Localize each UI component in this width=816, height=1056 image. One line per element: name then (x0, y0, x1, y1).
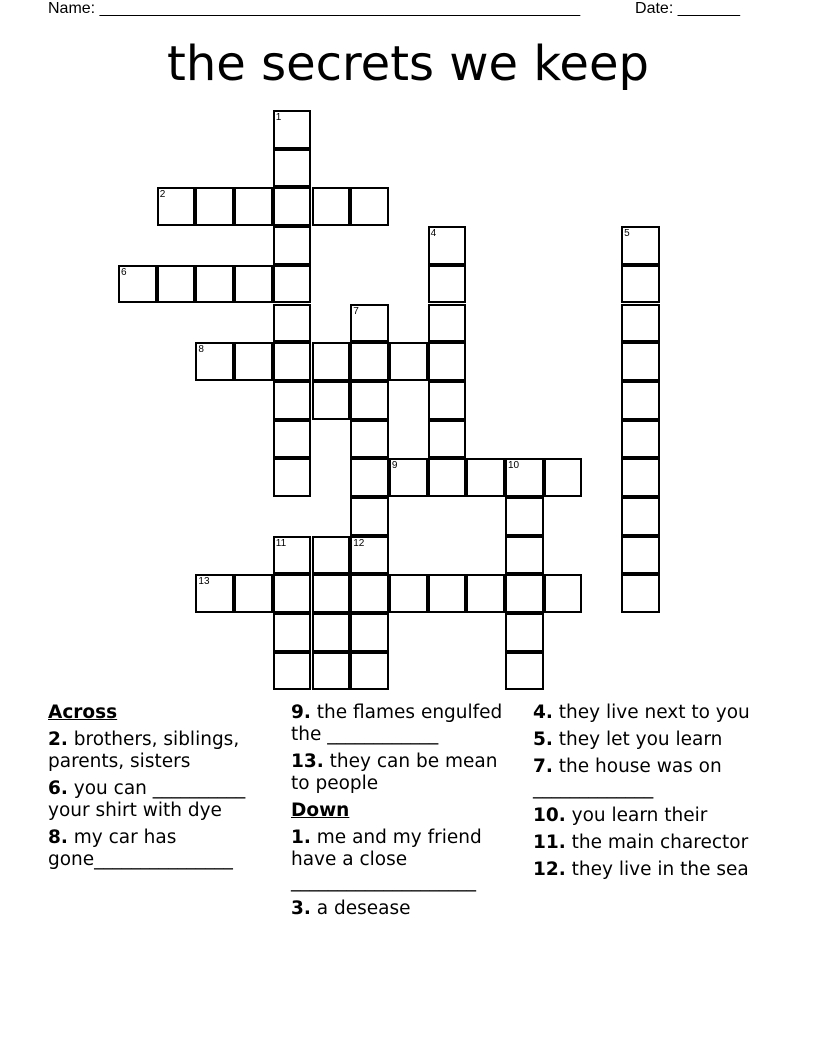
grid-cell[interactable] (350, 342, 389, 381)
clue-number: 5 (624, 228, 630, 240)
clue-across-8: 8. my car has gone_______________ (48, 827, 233, 870)
clue-across-9: 9. the flames engulfed the ____________ (291, 702, 503, 745)
grid-cell[interactable] (195, 187, 234, 226)
grid-cell[interactable] (621, 304, 660, 343)
clue-number: 9 (391, 460, 398, 472)
grid-cell[interactable] (350, 574, 389, 613)
grid-cell[interactable] (312, 381, 351, 420)
grid-cell[interactable] (621, 458, 660, 497)
grid-cell[interactable] (621, 342, 660, 381)
clue-number: 12 (353, 537, 365, 549)
grid-cell[interactable] (621, 497, 660, 536)
grid-cell[interactable] (389, 574, 428, 613)
grid-cell[interactable] (312, 342, 351, 381)
grid-cell[interactable] (389, 458, 428, 497)
grid-cell[interactable] (621, 420, 660, 459)
clue-down-11: 11. the main charector (533, 832, 749, 853)
grid-cell[interactable] (621, 574, 660, 613)
clue-down-7: 7. the house was on _____________ (533, 756, 722, 799)
grid-cell[interactable] (428, 420, 467, 459)
clue-down-4: 4. they live next to you (533, 702, 750, 723)
grid-cell[interactable] (273, 574, 312, 613)
grid-cell[interactable] (312, 536, 351, 575)
grid-cell[interactable] (312, 652, 351, 691)
grid-cell[interactable] (621, 265, 660, 304)
grid-cell[interactable] (350, 381, 389, 420)
grid-cell[interactable] (621, 536, 660, 575)
grid-cell[interactable] (234, 342, 273, 381)
grid-cell[interactable] (428, 265, 467, 304)
clue-across-6: 6. you can __________ your shirt with dye (48, 778, 246, 821)
clue-down-3: 3. a desease (291, 898, 411, 919)
grid-cell[interactable] (195, 574, 234, 613)
clue-down-5: 5. they let you learn (533, 729, 723, 750)
grid-cell[interactable] (273, 304, 312, 343)
grid-cell[interactable] (195, 342, 234, 381)
across-heading: Across (48, 702, 118, 723)
grid-cell[interactable] (234, 574, 273, 613)
clue-number: 6 (121, 266, 127, 278)
grid-cell[interactable] (428, 381, 467, 420)
grid-cell[interactable] (273, 613, 312, 652)
grid-cell[interactable] (312, 187, 351, 226)
down-heading: Down (291, 800, 350, 821)
grid-cell[interactable] (273, 226, 312, 265)
grid-cell[interactable] (505, 497, 544, 536)
grid-cell[interactable] (350, 497, 389, 536)
grid-cell[interactable] (273, 420, 312, 459)
grid-cell[interactable] (428, 342, 467, 381)
clue-down-10: 10. you learn their (533, 805, 708, 826)
grid-cell[interactable] (273, 149, 312, 188)
clue-number: 7 (353, 305, 359, 317)
grid-cell[interactable] (273, 536, 312, 575)
grid-cell[interactable] (428, 458, 467, 497)
grid-cell[interactable] (621, 226, 660, 265)
grid-cell[interactable] (350, 420, 389, 459)
grid-cell[interactable] (195, 265, 234, 304)
grid-cell[interactable] (350, 613, 389, 652)
grid-cell[interactable] (273, 342, 312, 381)
grid-cell[interactable] (157, 187, 196, 226)
clues-column-1 (48, 702, 273, 876)
clue-number: 13 (198, 576, 210, 588)
clue-across-2: 2. brothers, siblings, parents, sisters (48, 729, 240, 772)
grid-cell[interactable] (505, 536, 544, 575)
page-title: the secrets we keep (167, 36, 649, 92)
grid-cell[interactable] (350, 652, 389, 691)
clues-column-3 (533, 702, 763, 886)
grid-cell[interactable] (273, 652, 312, 691)
clue-number: 10 (508, 460, 520, 472)
clues-column-2 (291, 702, 521, 925)
clue-across-13: 13. they can be mean to people (291, 751, 498, 794)
clue-number: 11 (275, 537, 287, 549)
grid-cell[interactable] (428, 574, 467, 613)
grid-cell[interactable] (234, 187, 273, 226)
grid-cell[interactable] (505, 458, 544, 497)
grid-cell[interactable] (350, 536, 389, 575)
clue-number: 2 (159, 189, 166, 201)
grid-cell[interactable] (505, 652, 544, 691)
grid-cell[interactable] (466, 574, 505, 613)
grid-cell[interactable] (428, 226, 467, 265)
name-field[interactable]: Name: ______________________________________________________ (48, 0, 581, 17)
grid-cell[interactable] (621, 381, 660, 420)
grid-cell[interactable] (466, 458, 505, 497)
clue-down-12: 12. they live in the sea (533, 859, 749, 880)
grid-cell[interactable] (273, 187, 312, 226)
grid-cell[interactable] (312, 574, 351, 613)
grid-cell[interactable] (234, 265, 273, 304)
grid-cell[interactable] (505, 613, 544, 652)
grid-cell[interactable] (157, 265, 196, 304)
grid-cell[interactable] (350, 304, 389, 343)
grid-cell[interactable] (544, 458, 583, 497)
grid-cell[interactable] (312, 613, 351, 652)
grid-cell[interactable] (273, 110, 312, 149)
clue-number: 1 (275, 112, 282, 123)
grid-cell[interactable] (389, 342, 428, 381)
grid-cell[interactable] (350, 458, 389, 497)
clue-down-1: 1. me and my friend have a close ____________________ (291, 827, 482, 892)
clue-number: 4 (430, 228, 437, 240)
grid-cell[interactable] (273, 458, 312, 497)
grid-cell[interactable] (350, 187, 389, 226)
grid-cell[interactable] (544, 574, 583, 613)
clue-number: 8 (198, 344, 204, 356)
date-field[interactable]: Date: _______ (635, 0, 740, 17)
grid-cell[interactable] (273, 265, 312, 304)
grid-cell[interactable] (118, 265, 157, 304)
grid-cell[interactable] (273, 381, 312, 420)
grid-cell[interactable] (505, 574, 544, 613)
grid-cell[interactable] (428, 304, 467, 343)
